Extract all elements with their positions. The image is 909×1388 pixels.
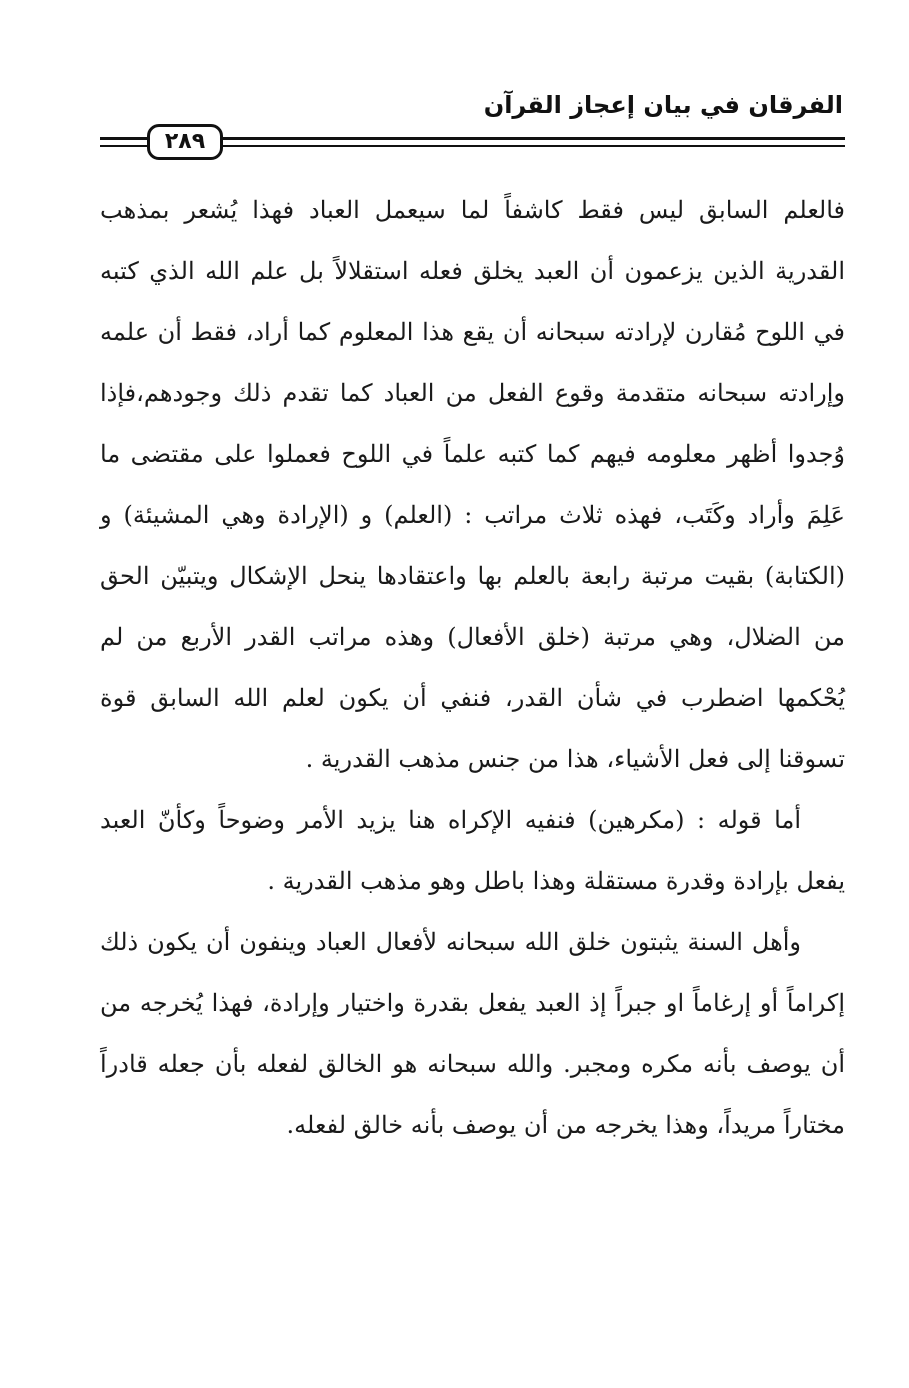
- body-text: [100, 180, 845, 1156]
- paragraph: فالعلم السابق ليس فقط كاشفاً لما سيعمل العباد فهذا يُشعر بمذهب القدرية الذين يزعمون أن العبد يخلق فعله استقلالاً بل علم الله الذي كتبه في اللوح مُقارن لإرادته سبحانه أن يقع هذا المعلوم كما أراد، فقط أن علمه وإرادته سبحانه متقدمة وقوع الفعل من العباد كما تقدم ذلك وجودهم،فإذا وُجدوا أظهر معلومه فيهم كما كتبه علماً في اللوح فعملوا على مقتضى ما عَلِمَ وأراد وكَتَب، فهذه ثلاث مراتب : (العلم) و (الإرادة وهي المشيئة) و (الكتابة) بقيت مرتبة رابعة بالعلم بها واعتقادها ينحل الإشكال ويتبيّن الحق من الضلال، وهي مرتبة (خلق الأفعال) وهذه مراتب القدر الأربع من لم يُحْكمها اضطرب في شأن القدر، فنفي أن يكون لعلم الله السابق قوة تسوقنا إلى فعل الأشياء، هذا من جنس مذهب القدرية .: [100, 196, 845, 773]
- running-header-title: الفرقان في بيان إعجاز القرآن: [483, 91, 843, 119]
- paragraph: أما قوله : (مكرهين) فنفيه الإكراه هنا يزيد الأمر وضوحاً وكأنّ العبد يفعل بإرادة وقدرة مستقلة وهذا باطل وهو مذهب القدرية .: [100, 806, 845, 895]
- page-number: ٢٨٩: [147, 124, 223, 160]
- paragraph: وأهل السنة يثبتون خلق الله سبحانه لأفعال العباد وينفون أن يكون ذلك إكراماً أو إرغاماً او جبراً إذ العبد يفعل بقدرة واختيار وإرادة، فهذا يُخرجه من أن يوصف بأنه مكره ومجبر. والله سبحانه هو الخالق لفعله بأن جعله قادراً مختاراً مريداً، وهذا يخرجه من أن يوصف بأنه خالق لفعله.: [100, 928, 845, 1139]
